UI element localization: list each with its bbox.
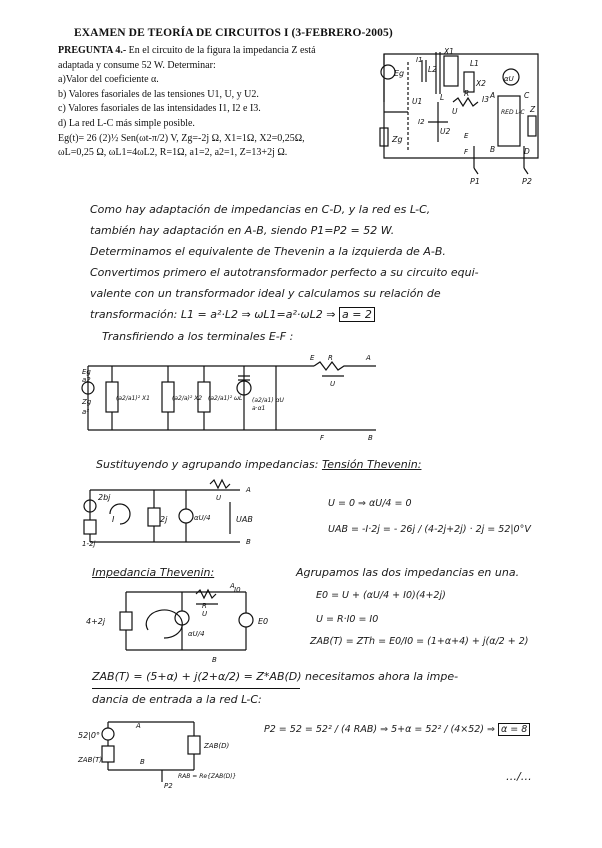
- c1-element-3: (a2/a1)² ωL: [208, 395, 243, 402]
- c2-uab: UAB: [236, 515, 253, 524]
- impedance-eq-1: E0 = U + (αU/4 + I0)(4+2j): [316, 590, 446, 601]
- question-label: PREGUNTA 4.-: [58, 45, 127, 56]
- c2-b: B: [246, 538, 251, 546]
- final-line-1: ZAB(T) = (5+α) + j(2+α/2) = Z*AB(D) necesitamos ahora la impe-: [92, 670, 459, 683]
- fig-label-x2: X2: [476, 79, 486, 88]
- continuation-mark: …/…: [506, 770, 532, 783]
- c1-element-1: (a2/a1)² X1: [116, 395, 150, 402]
- fig-label-b: B: [490, 145, 496, 154]
- final-circuit: [78, 712, 238, 788]
- fig-label-red: RED L-C: [501, 109, 525, 116]
- fig-label-c: C: [524, 91, 530, 100]
- problem-circuit-figure: [378, 42, 544, 188]
- fig-label-x1: X1: [444, 47, 454, 56]
- c3-u: U: [202, 610, 208, 618]
- fig-label-l1: L1: [470, 59, 479, 68]
- thevenin-impedance-circuit: [86, 584, 286, 666]
- c4-a: A: [136, 722, 141, 730]
- fig-label-i1: I1: [416, 56, 423, 64]
- fig-label-alpha-u: αU: [504, 75, 514, 83]
- impedance-heading: Impedancia Thevenin:: [92, 566, 215, 579]
- fig-label-u2: U2: [440, 127, 451, 136]
- question-line-3: a)Valor del coeficiente α.: [58, 74, 159, 86]
- impedance-description: Agrupamos las dos impedancias en una.: [296, 566, 520, 579]
- thevenin-eq-1: U = 0 ⇒ αU/4 = 0: [328, 498, 412, 509]
- solution-line-7: Transfiriendo a los terminales E-F :: [102, 330, 294, 343]
- question-line-7: Eg(t)= 26 (2)½ Sen(ωt-π/2) V, Zg=-2j Ω, X1=1Ω, X2=0,25Ω,: [58, 132, 305, 144]
- fig-label-r: R: [464, 89, 470, 98]
- c3-a: A: [230, 582, 235, 590]
- final-underline: [92, 688, 300, 689]
- c4-src: 52|0°: [78, 731, 100, 740]
- c1-zg-den: a²: [82, 408, 90, 416]
- a-result: a = 2: [339, 307, 375, 322]
- c3-e0: E0: [258, 617, 269, 626]
- c2-z2: 2j: [160, 515, 168, 524]
- solution-line-2: también hay adaptación en A-B, siendo P1=P2 = 52 W.: [90, 224, 395, 237]
- question-line-5: c) Valores fasoriales de las intensidades I1, I2 e I3.: [58, 103, 261, 115]
- c4-rab: RAB = Re{ZAB(D)}: [178, 773, 237, 780]
- c2-src: αU/4: [194, 514, 211, 522]
- fig-label-u1: U1: [412, 97, 423, 106]
- c2-u: U: [216, 494, 222, 502]
- c2-i: I: [112, 515, 115, 524]
- solution-line-1: Como hay adaptación de impedancias en C-D, y la red es L-C,: [90, 203, 431, 216]
- c1-label-u: U: [330, 380, 336, 388]
- c4-b: B: [140, 758, 145, 766]
- c1-zg-num: Zg: [82, 398, 92, 406]
- c1-label-f: F: [320, 434, 325, 442]
- thevenin-voltage-circuit: [80, 480, 280, 550]
- c2-a: A: [246, 486, 251, 494]
- exam-title: EXAMEN DE TEORÍA DE CIRCUITOS I (3-FEBRERO-2005): [74, 27, 393, 39]
- power-equation: P2 = 52 = 52² / (4 RAB) ⇒ 5+α = 52² / (4×52) ⇒ α = 8: [264, 724, 530, 735]
- c1-element-4-den: a·α1: [252, 405, 266, 412]
- fig-label-zg: Zg: [392, 135, 403, 144]
- fig-label-a: A: [490, 91, 496, 100]
- c4-zab-t: ZAB(T): [78, 756, 103, 764]
- c4-p2: P2: [164, 782, 173, 790]
- c1-label-e: E: [310, 354, 315, 362]
- impedance-eq-2: U = R·I0 = I0: [316, 614, 379, 625]
- impedance-eq-3: ZAB(T) = ZTh = E0/I0 = (1+α+4) + j(α/2 + 2): [310, 636, 529, 647]
- c3-r: R: [202, 602, 207, 610]
- c1-src-den: a2: [82, 376, 91, 384]
- c1-element-4: (a2/a1) αU: [252, 397, 284, 404]
- fig-label-z: Z: [530, 105, 536, 114]
- alpha-result: α = 8: [498, 723, 530, 736]
- fig-label-f: F: [464, 148, 469, 156]
- final-line-2: dancia de entrada a la red L-C:: [92, 693, 262, 706]
- fig-label-d: D: [524, 147, 530, 156]
- question-statement: [58, 44, 376, 161]
- fig-label-p2: P2: [522, 177, 532, 186]
- question-line-4: b) Valores fasoriales de las tensiones U1, U, y U2.: [58, 88, 259, 100]
- c1-element-2: (a2/a)² X2: [172, 395, 203, 402]
- fig-label-l2: L2: [428, 65, 437, 74]
- fig-label-source: Eg: [394, 69, 405, 78]
- fig-label-e: E: [464, 132, 469, 140]
- solution-line-3: Determinamos el equivalente de Thevenin a la izquierda de A-B.: [90, 245, 446, 258]
- c1-label-a: A: [366, 354, 371, 362]
- c2-z1: 2bj: [98, 493, 111, 502]
- solution-line-4: Convertimos primero el autotransformador perfecto a su circuito equi-: [90, 266, 479, 279]
- c1-label-r: R: [328, 354, 333, 362]
- fig-label-l: L: [440, 93, 445, 102]
- solution-line-6: transformación: L1 = a²·L2 ⇒ ωL1=a²·ωL2 ⇒ a = 2: [90, 308, 375, 321]
- c3-b: B: [212, 656, 217, 664]
- c1-label-b: B: [368, 434, 373, 442]
- c2-z3: 1-2j: [82, 540, 96, 548]
- c3-i0: I0: [234, 586, 241, 594]
- fig-label-u: U: [452, 107, 458, 116]
- c3-src: αU/4: [188, 630, 205, 638]
- thevenin-eq-2: UAB = -I·2j = - 26j / (4-2j+2j) · 2j = 52|0°V: [328, 524, 531, 535]
- fig-label-p1: P1: [470, 177, 480, 186]
- question-line-1: PREGUNTA 4.- En el circuito de la figura la impedancia Z está: [58, 45, 316, 56]
- solution-line-5: valente con un transformador ideal y calculamos su relación de: [90, 287, 441, 300]
- equivalent-circuit-ef: [76, 352, 386, 442]
- fig-label-i2: I2: [418, 118, 425, 126]
- fig-label-i3: I3: [482, 95, 489, 104]
- question-line-2: adaptada y consume 52 W. Determinar:: [58, 59, 216, 71]
- thevenin-heading: Sustituyendo y agrupando impedancias: Tensión Thevenin:: [96, 458, 422, 471]
- c3-z: 4+2j: [86, 617, 106, 626]
- c4-zab-d: ZAB(D): [204, 742, 230, 750]
- question-line-6: d) La red L-C más simple posible.: [58, 117, 195, 129]
- question-line-8: ωL=0,25 Ω, ωL1=4ωL2, R=1Ω, a1=2, a2=1, Z=13+2j Ω.: [58, 147, 288, 159]
- c1-src-num: Eg: [82, 368, 91, 376]
